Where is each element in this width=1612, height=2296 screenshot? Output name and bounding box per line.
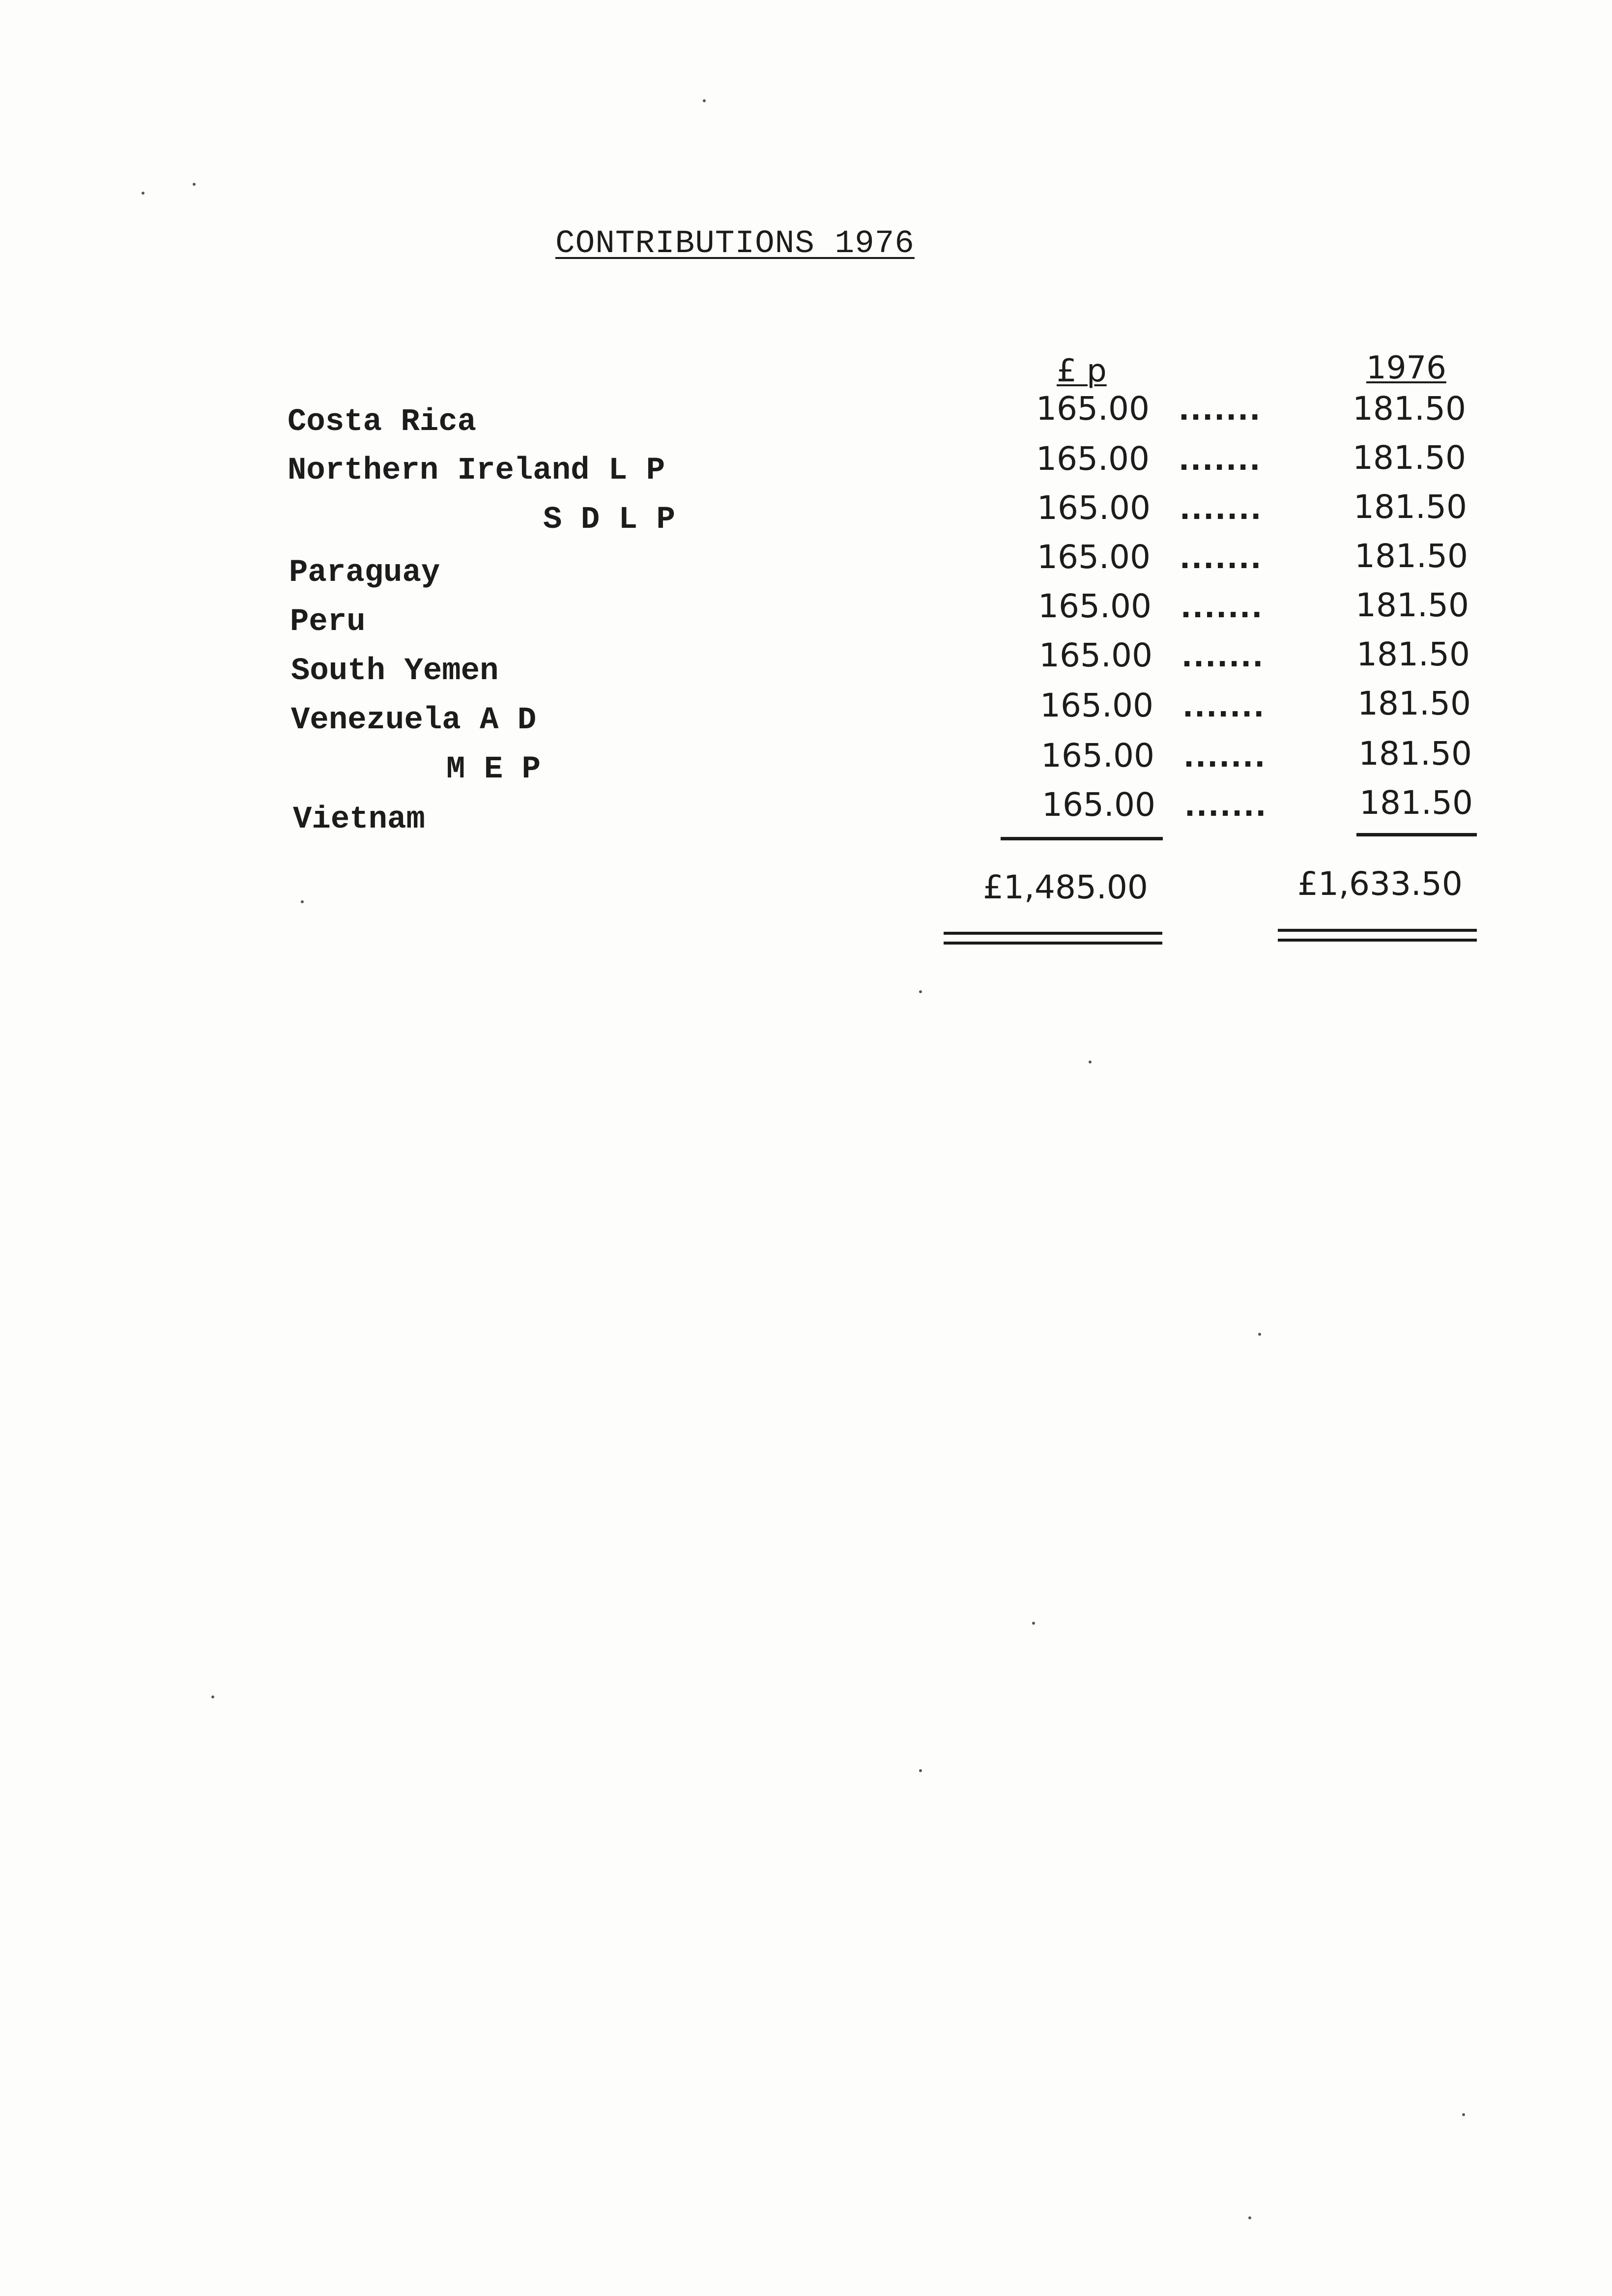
scan-speck (703, 99, 706, 102)
total-double-rule-current (1278, 929, 1477, 942)
row-label-peru: Peru (290, 604, 366, 640)
row-label-venezuela-ad: Venezuela A D (291, 703, 537, 738)
scan-speck (1258, 1333, 1261, 1336)
scan-speck (1248, 2216, 1251, 2219)
row-label-vietnam: Vietnam (293, 802, 425, 837)
row-label-costa-rica: Costa Rica (288, 404, 477, 440)
subtotal-rule-current (1356, 833, 1477, 836)
row-amount-current: 181.50 (1355, 586, 1469, 624)
row-amount-previous: 165.00 (1042, 786, 1155, 824)
scan-speck (919, 990, 922, 993)
row-label-paraguay: Paraguay (289, 555, 440, 591)
row-leader-dots: ....... (1179, 393, 1262, 427)
scan-speck (919, 1769, 922, 1772)
row-leader-dots: ....... (1179, 443, 1262, 477)
row-amount-previous: 165.00 (1039, 636, 1152, 674)
scan-speck (211, 1695, 214, 1698)
total-double-rule-previous (944, 932, 1162, 945)
row-leader-dots: ....... (1180, 591, 1264, 624)
scan-speck (1089, 1061, 1092, 1063)
column-header-pounds-pence: £ p (1057, 353, 1107, 389)
document-title: CONTRIBUTIONS 1976 (555, 225, 915, 262)
row-amount-previous: 165.00 (1037, 538, 1151, 576)
row-amount-current: 181.50 (1353, 390, 1466, 428)
row-amount-current: 181.50 (1358, 735, 1472, 773)
scan-speck (1032, 1622, 1035, 1625)
row-leader-dots: ....... (1183, 740, 1267, 774)
row-leader-dots: ....... (1182, 690, 1266, 723)
row-amount-current: 181.50 (1356, 635, 1470, 673)
column-header-1976: 1976 (1366, 350, 1446, 386)
row-label-northern-ireland-lp: Northern Ireland L P (288, 453, 665, 488)
scan-speck (1462, 2113, 1465, 2116)
row-leader-dots: ....... (1180, 542, 1263, 575)
row-amount-current: 181.50 (1353, 488, 1467, 526)
scan-speck (193, 183, 196, 186)
row-amount-current: 181.50 (1354, 537, 1468, 575)
subtotal-rule-previous (1001, 837, 1163, 840)
scan-speck (301, 900, 304, 903)
scan-speck (142, 192, 144, 195)
row-amount-previous: 165.00 (1036, 390, 1150, 428)
total-previous: £1,485.00 (983, 868, 1148, 906)
row-amount-current: 181.50 (1357, 685, 1471, 722)
row-amount-previous: 165.00 (1037, 489, 1151, 527)
row-leader-dots: ....... (1180, 492, 1263, 526)
row-label-south-yemen: South Yemen (291, 654, 499, 689)
row-amount-current: 181.50 (1359, 784, 1473, 822)
row-amount-previous: 165.00 (1038, 587, 1151, 625)
row-leader-dots: ....... (1184, 789, 1267, 823)
row-leader-dots: ....... (1181, 640, 1265, 673)
row-amount-previous: 165.00 (1041, 737, 1154, 775)
row-label-sdlp: S D L P (543, 502, 675, 538)
row-amount-previous: 165.00 (1040, 687, 1153, 724)
row-amount-current: 181.50 (1353, 439, 1466, 477)
row-label-mep: M E P (446, 752, 541, 787)
total-current: £1,633.50 (1297, 865, 1463, 903)
row-amount-previous: 165.00 (1036, 440, 1150, 478)
